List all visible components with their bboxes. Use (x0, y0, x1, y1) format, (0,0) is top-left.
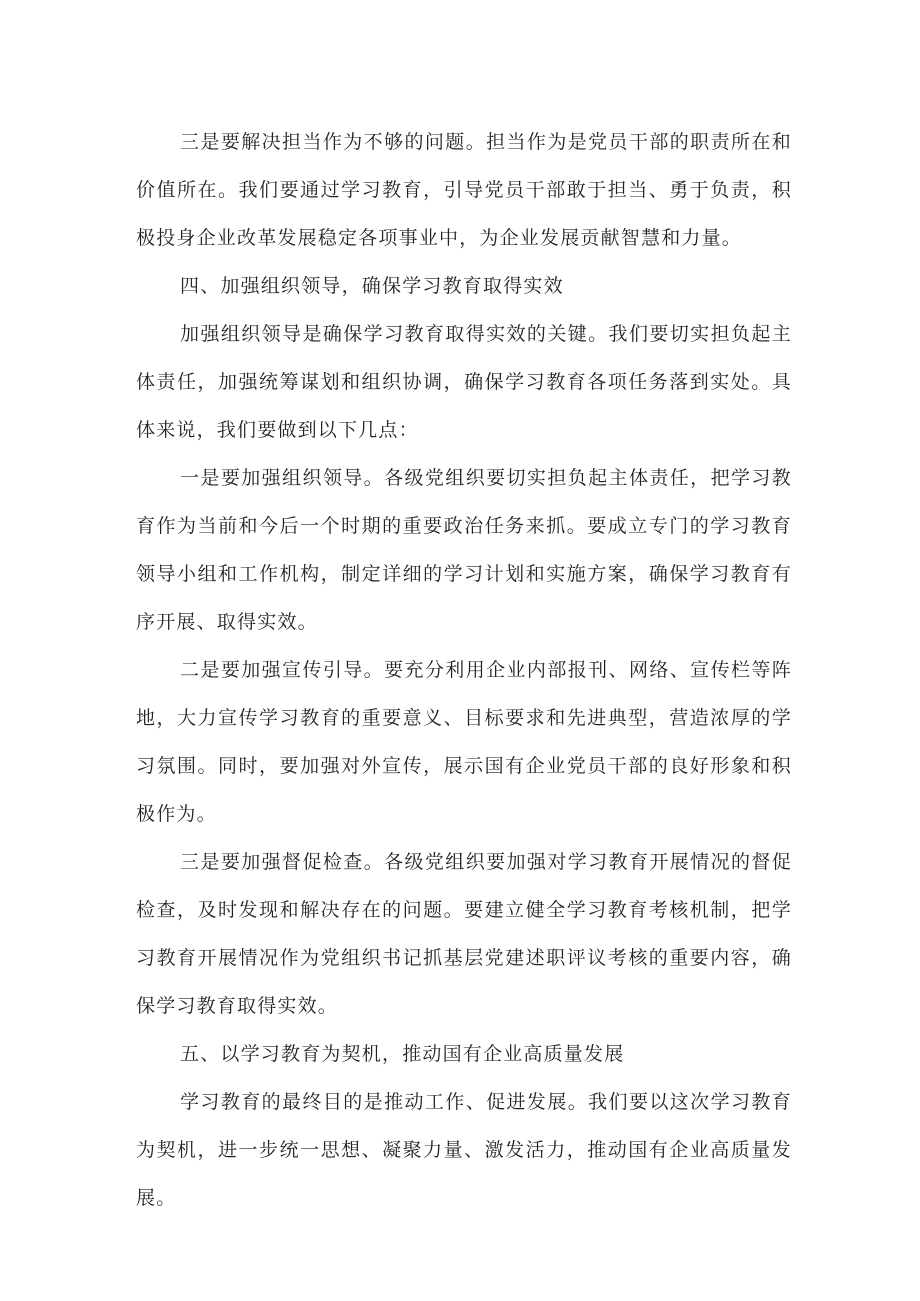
section-heading-five: 五、以学习教育为契机，推动国有企业高质量发展 (180, 1043, 625, 1065)
paragraph-organization-intro: 加强组织领导是确保学习教育取得实效的关键。我们要切实担负起主体责任，加强统筹谋划和组织协调，确保学习教育各项任务落到实处。具体来说，我们要做到以下几点： (136, 323, 792, 441)
document-body (136, 118, 792, 1222)
paragraph-responsibility: 三是要解决担当作为不够的问题。担当作为是党员干部的职责所在和价值所在。我们要通过学习教育，引导党员干部敢于担当、勇于负责，积极投身企业改革发展稳定各项事业中，为企业发展贡献智慧和力量。 (136, 131, 792, 249)
paragraph-point-two: 二是要加强宣传引导。要充分利用企业内部报刊、网络、宣传栏等阵地，大力宣传学习教育的重要意义、目标要求和先进典型，营造浓厚的学习氛围。同时，要加强对外宣传，展示国有企业党员干部的良好形象和积极作为。 (136, 659, 792, 825)
section-heading-four: 四、加强组织领导，确保学习教育取得实效 (180, 275, 564, 297)
paragraph-point-one: 一是要加强组织领导。各级党组织要切实担负起主体责任，把学习教育作为当前和今后一个时期的重要政治任务来抓。要成立专门的学习教育领导小组和工作机构，制定详细的学习计划和实施方案，确保学习教育有序开展、取得实效。 (136, 467, 792, 633)
paragraph-final-goal: 学习教育的最终目的是推动工作、促进发展。我们要以这次学习教育为契机，进一步统一思想、凝聚力量、激发活力，推动国有企业高质量发展。 (136, 1091, 792, 1209)
paragraph-point-three: 三是要加强督促检查。各级党组织要加强对学习教育开展情况的督促检查，及时发现和解决存在的问题。要建立健全学习教育考核机制，把学习教育开展情况作为党组织书记抓基层党建述职评议考核的重要内容，确保学习教育取得实效。 (136, 851, 792, 1017)
